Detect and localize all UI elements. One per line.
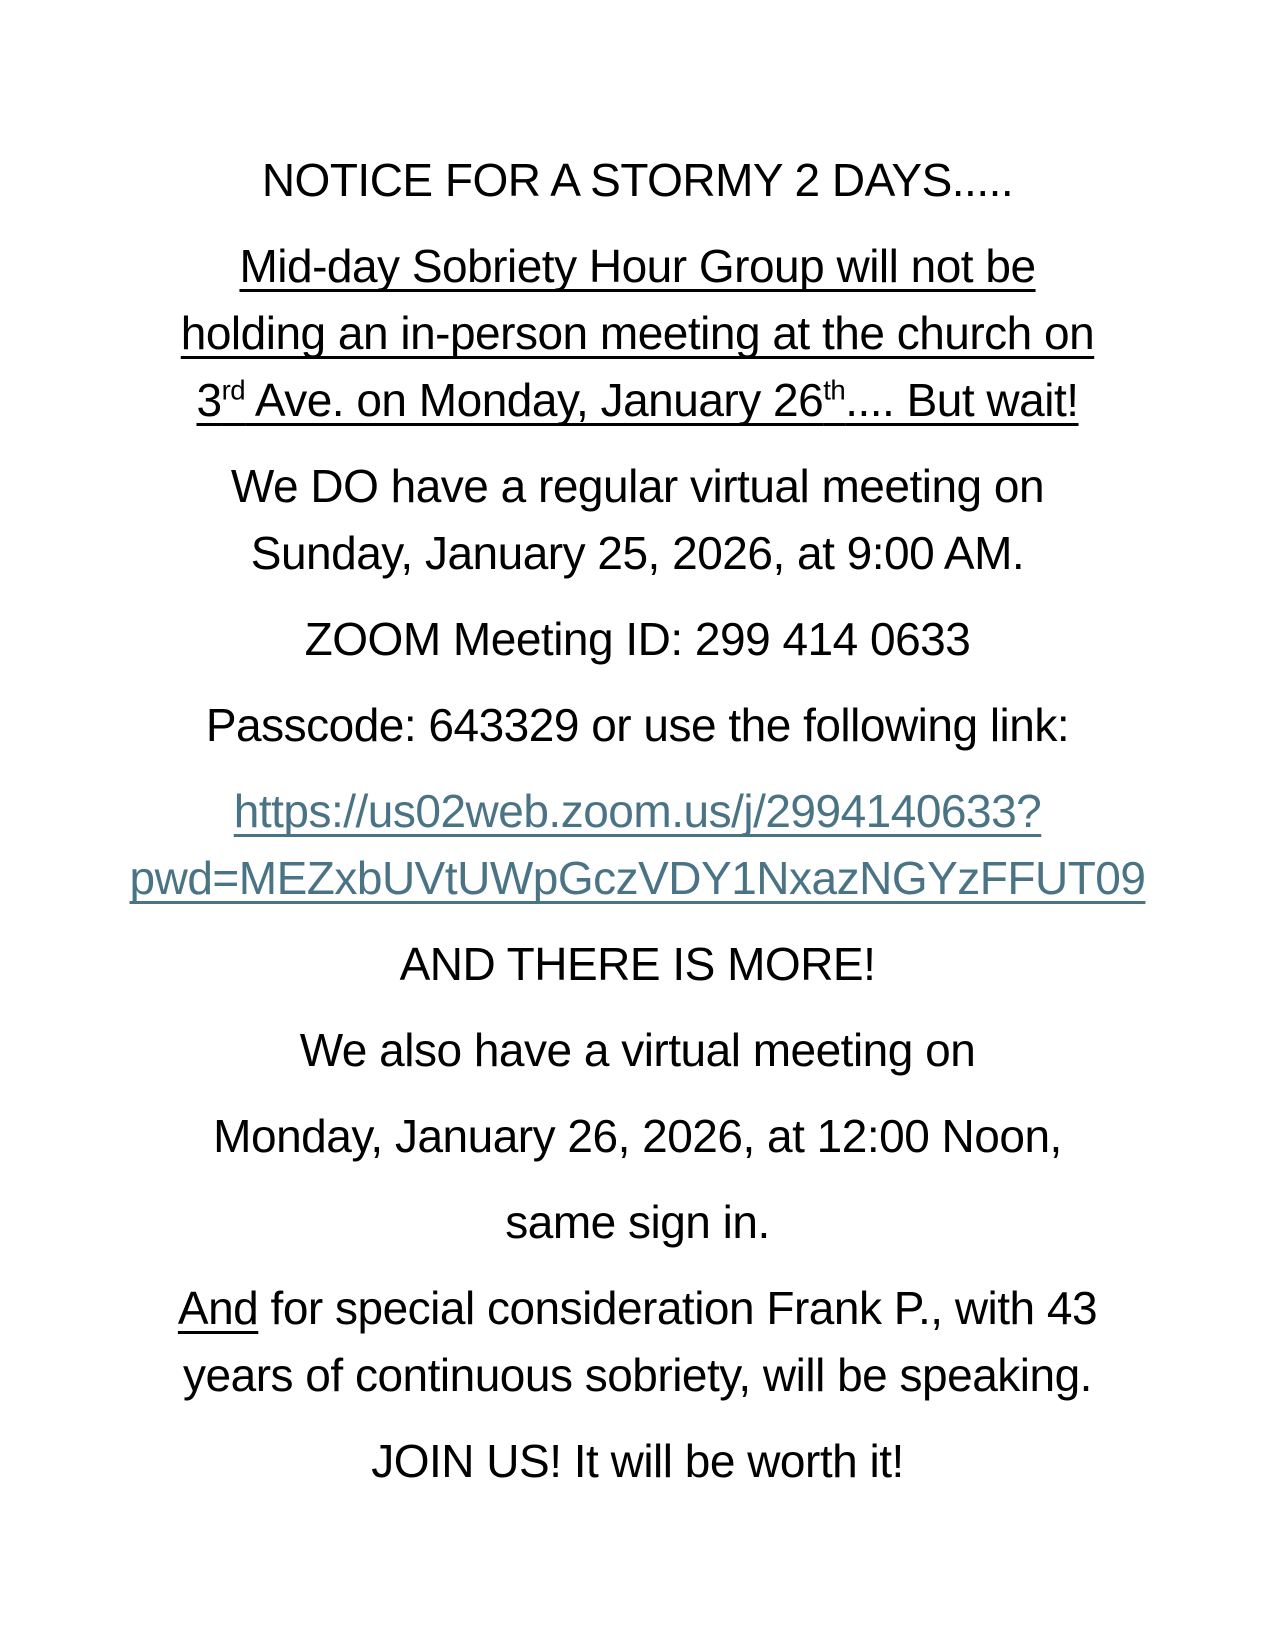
monday-meeting-line-2: Monday, January 26, 2026, at 12:00 Noon, (213, 1110, 1062, 1162)
cancellation-notice (0, 233, 1275, 434)
zoom-meeting-id-text: ZOOM Meeting ID: 299 414 0633 (304, 613, 971, 665)
and-underlined-word: And (177, 1282, 259, 1334)
zoom-link-line-2[interactable]: pwd=MEZxbUVtUWpGczVDY1NxazNGYzFFUT09 (129, 852, 1146, 904)
passcode-text: Passcode: 643329 or use the following link: (205, 699, 1070, 751)
closing-invitation (0, 1428, 1275, 1495)
zoom-meeting-link[interactable] (0, 778, 1275, 912)
cancellation-line-3-tail: .... But wait! (845, 374, 1079, 426)
more-heading-text: AND THERE IS MORE! (399, 938, 876, 990)
monday-meeting-line-3: same sign in. (505, 1196, 770, 1248)
cancellation-line-1: Mid-day Sobriety Hour Group will not be (239, 240, 1036, 292)
more-heading (0, 931, 1275, 998)
street-number: 3 (196, 374, 222, 426)
notice-title (0, 147, 1275, 214)
sunday-meeting-line-1: We DO have a regular virtual meeting on (230, 460, 1045, 512)
closing-text: JOIN US! It will be worth it! (371, 1435, 904, 1487)
speaker-announcement (0, 1275, 1275, 1409)
zoom-meeting-id (0, 606, 1275, 673)
notice-title-text: NOTICE FOR A STORMY 2 DAYS..... (261, 154, 1014, 206)
speaker-line-1 (0, 1275, 1275, 1342)
monday-meeting-line-1: We also have a virtual meeting on (299, 1024, 976, 1076)
speaker-line-1-rest: for special consideration Frank P., with 43 (258, 1282, 1098, 1334)
cancellation-line-2: holding an in-person meeting at the church on (180, 307, 1095, 359)
ordinal-suffix-th: th (823, 374, 846, 406)
sunday-meeting-line-2: Sunday, January 25, 2026, at 9:00 AM. (250, 527, 1025, 579)
speaker-line-2: years of continuous sobriety, will be speaking. (183, 1349, 1092, 1401)
zoom-link-line-1[interactable]: https://us02web.zoom.us/j/2994140633? (233, 785, 1042, 837)
cancellation-line-3 (0, 367, 1275, 434)
cancellation-line-3-mid: Ave. on Monday, January 26 (245, 374, 824, 426)
sunday-virtual-meeting (0, 453, 1275, 587)
zoom-link-paragraph (0, 778, 1275, 912)
passcode-line (0, 692, 1275, 759)
ordinal-suffix-rd: rd (221, 374, 246, 406)
